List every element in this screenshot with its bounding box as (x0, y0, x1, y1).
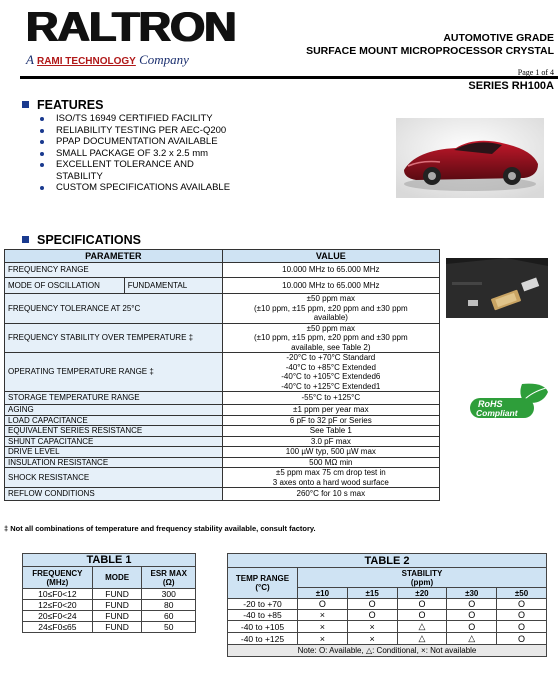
bullet-square-icon (22, 101, 29, 108)
column-header-pm15: ±15 (347, 588, 397, 599)
logo-wordmark: RALTRON (26, 3, 236, 51)
column-header-pm20: ±20 (397, 588, 447, 599)
page-number: Page 1 of 4 (517, 68, 554, 77)
series-label: SERIES RH100A (468, 80, 554, 92)
table-row: SHUNT CAPACITANCE 3.0 pF max (5, 436, 440, 447)
table-row: SHOCK RESISTANCE ±5 ppm max 75 cm drop test in 3 axes onto a hard wood surface (5, 468, 440, 488)
crystal-chip-image (446, 258, 548, 318)
column-header-value: VALUE (222, 250, 439, 263)
table-1-esr (22, 553, 196, 633)
rohs-label: RoHS (478, 399, 503, 409)
table-row: OPERATING TEMPERATURE RANGE ‡ -20°C to +70°C Standard -40°C to +85°C Extended -40°C to +105°C Extended6 -40°C to +125°C Extended1 (5, 353, 440, 392)
rohs-compliant-badge (470, 380, 550, 420)
bullet-icon (40, 163, 44, 167)
list-item: CUSTOM SPECIFICATIONS AVAILABLE (40, 182, 340, 194)
table-2-note: Note: O: Available, △: Conditional, ×: Not available (228, 645, 547, 657)
raltron-logo (26, 3, 236, 67)
table-2-note-row (228, 645, 547, 657)
table-row: 24≤F0≤65 FUND 50 (23, 622, 196, 633)
column-header-temp-range: TEMP RANGE (°C) (228, 568, 298, 599)
column-header-esr: ESR MAX (Ω) (142, 567, 196, 589)
bullet-square-icon (22, 236, 29, 243)
bullet-icon (40, 117, 44, 121)
header-divider (20, 76, 558, 79)
table-row: -40 to +125 × × △ △ O (228, 633, 547, 645)
table-row: DRIVE LEVEL 100 µW typ, 500 µW max (5, 447, 440, 458)
table-row: 20≤F0<24 FUND 60 (23, 611, 196, 622)
table-row: FREQUENCY TOLERANCE AT 25°C ±50 ppm max (±10 ppm, ±15 ppm, ±20 ppm and ±30 ppm available) (5, 294, 440, 324)
table-row: -40 to +105 × × △ O O (228, 621, 547, 633)
features-list (40, 113, 340, 194)
table-row: MODE OF OSCILLATION FUNDAMENTAL 10.000 MHz to 65.000 MHz (5, 278, 440, 294)
list-item: ISO/TS 16949 CERTIFIED FACILITY (40, 113, 340, 125)
document-title: AUTOMOTIVE GRADE SURFACE MOUNT MICROPROCESSOR CRYSTAL (306, 32, 554, 57)
table-2-stability (227, 553, 547, 657)
column-header-stability: STABILITY (ppm) (298, 568, 547, 588)
bullet-icon (40, 129, 44, 133)
specifications-heading: SPECIFICATIONS (22, 233, 141, 247)
table-header-row (5, 250, 440, 263)
bullet-icon (40, 186, 44, 190)
table-1-caption: TABLE 1 (23, 554, 196, 567)
table-row: REFLOW CONDITIONS 260°C for 10 s max (5, 488, 440, 501)
table-row: EQUIVALENT SERIES RESISTANCE See Table 1 (5, 426, 440, 437)
column-header-parameter: PARAMETER (5, 250, 223, 263)
table-row: 12≤F0<20 FUND 80 (23, 600, 196, 611)
compliant-label: Compliant (476, 408, 518, 418)
table-row: -40 to +85 × O O O O (228, 610, 547, 621)
specifications-table (4, 249, 440, 501)
features-heading: FEATURES (22, 98, 103, 112)
table-header-row (228, 568, 547, 588)
column-header-mode: MODE (92, 567, 142, 589)
table-header-row (23, 567, 196, 589)
table-2-caption: TABLE 2 (228, 554, 547, 568)
table-row: FREQUENCY STABILITY OVER TEMPERATURE ‡ ±50 ppm max (±10 ppm, ±15 ppm, ±20 ppm and ±30 ppm available, see Table 2) (5, 323, 440, 353)
list-item: RELIABILITY TESTING PER AEC-Q200 (40, 125, 340, 137)
table-row: -20 to +70 O O O O O (228, 599, 547, 610)
table-row: STORAGE TEMPERATURE RANGE -55°C to +125°C (5, 392, 440, 405)
column-header-pm10: ±10 (298, 588, 348, 599)
bullet-icon (40, 152, 44, 156)
sports-car-image (396, 118, 544, 198)
list-item: EXCELLENT TOLERANCE AND STABILITY (40, 159, 210, 182)
table-row: LOAD CAPACITANCE 6 pF to 32 pF or Series (5, 415, 440, 426)
column-header-frequency: FREQUENCY (MHz) (23, 567, 93, 589)
logo-brand: RAMI TECHNOLOGY (36, 56, 136, 67)
table-row: AGING ±1 ppm per year max (5, 405, 440, 416)
table-row: INSULATION RESISTANCE 500 MΩ min (5, 457, 440, 468)
logo-tagline: A RAMI TECHNOLOGY Company (26, 52, 189, 67)
table-row: FREQUENCY RANGE 10.000 MHz to 65.000 MHz (5, 263, 440, 278)
column-header-pm50: ±50 (497, 588, 547, 599)
specifications-footnote: ‡ Not all combinations of temperature and frequency stability available, consult factory. (4, 524, 316, 533)
column-header-pm30: ±30 (447, 588, 497, 599)
list-item: PPAP DOCUMENTATION AVAILABLE (40, 136, 340, 148)
bullet-icon (40, 140, 44, 144)
table-row: 10≤F0<12 FUND 300 (23, 589, 196, 600)
list-item: SMALL PACKAGE OF 3.2 x 2.5 mm (40, 148, 340, 160)
